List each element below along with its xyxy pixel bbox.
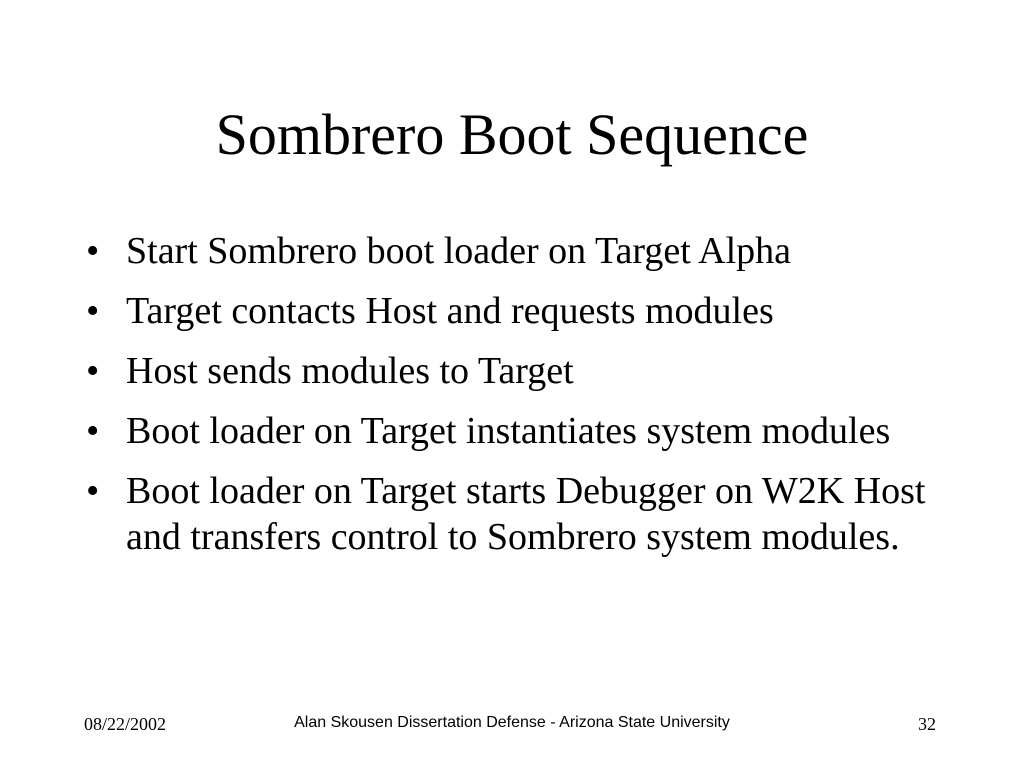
bullet-text: Start Sombrero boot loader on Target Alpha	[126, 230, 792, 272]
bullet-item	[86, 228, 946, 274]
bullet-icon: •	[86, 230, 100, 272]
bullet-item	[86, 288, 946, 334]
bullet-text: Boot loader on Target starts Debugger on W2K Host and transfers control to Sombrero system modules.	[126, 470, 926, 558]
bullet-list	[86, 228, 946, 574]
bullet-item	[86, 348, 946, 394]
footer-page-number: 32	[918, 714, 936, 734]
bullet-icon: •	[86, 290, 100, 332]
bullet-text: Target contacts Host and requests modules	[126, 290, 774, 332]
footer-presentation-info: Alan Skousen Dissertation Defense - Arizona State University	[294, 714, 730, 731]
bullet-icon: •	[86, 470, 100, 512]
slide-title: Sombrero Boot Sequence	[215, 102, 809, 167]
bullet-icon: •	[86, 350, 100, 392]
bullet-item	[86, 468, 946, 560]
bullet-icon: •	[86, 410, 100, 452]
bullet-item	[86, 408, 946, 454]
bullet-text: Boot loader on Target instantiates system modules	[126, 410, 891, 452]
footer-date: 08/22/2002	[84, 714, 167, 734]
bullet-text: Host sends modules to Target	[126, 350, 574, 392]
